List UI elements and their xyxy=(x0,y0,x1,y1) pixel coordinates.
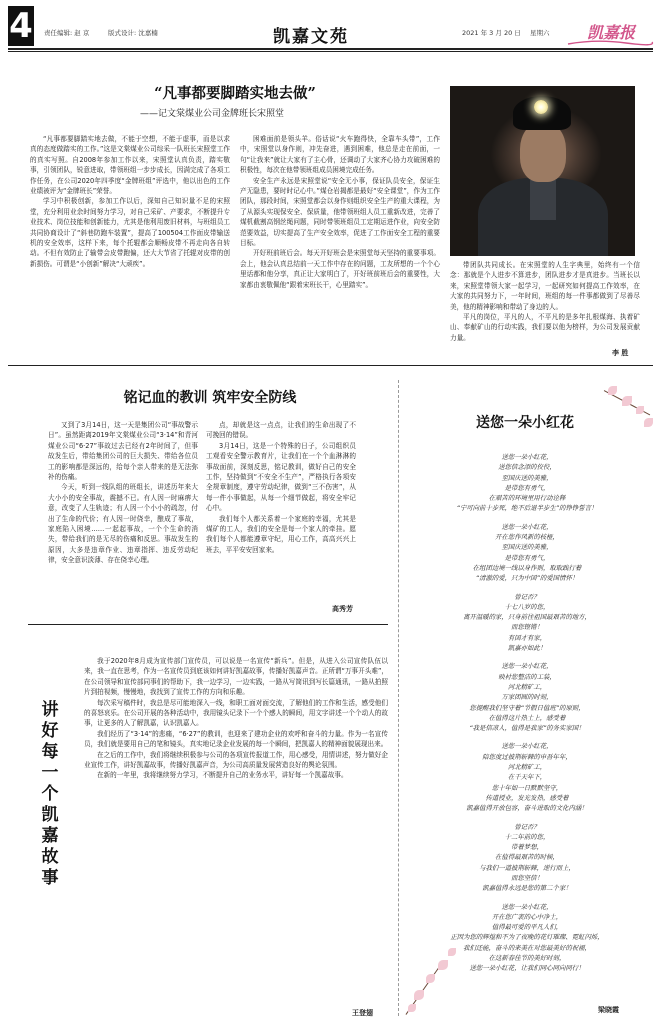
article2-paragraph: 3月14日，这是一个特殊的日子，公司组织员工观看安全警示教育片，让我们在一个个血淋淋的事故面前，深刻反思，铭记教训，做好自己的安全工作，坚持做到“不安全不生产”，严格执行各项安全规章制度，遵守劳动纪律，做到“三不伤害”，从每一件小事做起，从每一个细节做起，将安全牢记心中。 xyxy=(206,441,356,513)
poem-line: 曾记否？ xyxy=(514,592,540,601)
poem-line: 陪您度过披荆斩棘的申吾年年， xyxy=(482,752,572,761)
article1-paragraph: 困难面前是领头羊。俗话说“火车跑得快，全靠车头带”，工作中，宋照堂以身作则，冲先奋进，遇到困难，他总是走在前面，一句“让我来”就让大家有了主心骨，还调动了大家齐心协力攻破困难的积极性，每次在他带领班组成员困境完成任务。 xyxy=(240,135,440,175)
poem-line: 是带您有勇气， xyxy=(504,483,550,492)
poem-line: 您十年如一日默默坚守， xyxy=(491,783,563,792)
poem-line: 河北精矿工， xyxy=(507,763,547,772)
poem-line: 送您信念添的佼佼， xyxy=(498,463,556,472)
poem-line: 送您一朵小红花， xyxy=(501,742,553,751)
poem-line: 送您一朵小红花， xyxy=(501,453,553,461)
poem-line: “清澈的爱，只为中国”的爱国情怀！ xyxy=(475,574,579,583)
poem-line: 而您铿锵！ xyxy=(511,623,543,632)
article2-paragraph: 我们每个人都关系着一个家庭的幸福，尤其是煤矿的工人，我们的安全是每一个家人的牵挂。愿我们每个人都能遵章守纪，用心工作，高高兴兴上班去，平平安安回家来。 xyxy=(206,514,356,554)
poem-line: 河北精矿工， xyxy=(507,682,547,691)
poem-line: 映衬您整洁的工装， xyxy=(498,672,556,681)
poem-line: 凯嘉亦如此！ xyxy=(507,644,547,653)
logo-swash-icon xyxy=(566,40,654,46)
poem-stanza xyxy=(414,452,640,514)
poem-line: 凯嘉值得开放包容，奋斗进取的文化内涵！ xyxy=(466,804,588,813)
poem-line: 值得最可爱的平凡人们， xyxy=(491,923,563,932)
poem-line: 十七八岁的您， xyxy=(504,602,550,611)
poem-line: 在这新春佳节的美好时刻， xyxy=(488,954,566,963)
article1-author: 李 胜 xyxy=(612,349,629,357)
article2-paragraph: 今天，听到一线队组的班组长，讲述历年来大大小小的安全事故，震撼不已。有人因一时麻痹大意，改变了人生轨迹；有人因一个小小的疏忽，付出了生命的代价；有人因一时侥幸，酿成了事故，家庭陷入困境……一起起事故，一个个生命的消失，带给我们的是无尽的伤痛和反思。事故发生的原因，大多是违章作业、违章指挥、违反劳动纪律，安全意识淡薄、存在侥幸心理。 xyxy=(48,483,198,565)
poem-line: “我是信凉人，值得是我家”的务实家国！ xyxy=(469,724,585,733)
poem-line: 在组团边境一线以身作则，取取践行着 xyxy=(472,563,582,572)
poem-line: 至国庆送的美雅， xyxy=(501,543,553,552)
article3-title: 讲好每一个凯嘉故事 xyxy=(41,700,59,888)
article3-paragraph: 在新的一年里，我将继续努力学习，不断提升自己的业务水平，讲好每一个凯嘉故事。 xyxy=(97,771,348,780)
poem-line: 送您一朵小红花， xyxy=(501,662,553,671)
poem-line: 带着梦想， xyxy=(511,843,543,852)
poem-line: 送您一朵小红花， xyxy=(501,902,553,911)
article2-column-1 xyxy=(48,420,198,590)
poem-stanza xyxy=(414,661,640,733)
article1-subhead: ——记文棠煤业公司金牌班长宋照堂 xyxy=(140,109,285,119)
section-title: 凯嘉文苑 xyxy=(273,27,349,47)
poem-line: 万家团圆的时刻， xyxy=(501,693,553,702)
editor-credit: 责任编辑: 赵 京 xyxy=(44,29,90,37)
poem-line: 传道授业，发光发热，感受着 xyxy=(485,793,569,802)
poem-stanza xyxy=(414,822,640,894)
poem-line: 至国庆送的美雅， xyxy=(501,473,553,482)
poem-line: 在值得这片热土上，感受着 xyxy=(488,713,566,722)
poem-stanza xyxy=(414,741,640,813)
article3-vertical-title xyxy=(30,700,70,889)
issue-weekday: 星期六 xyxy=(530,29,550,37)
poem-line: 与我们一道披荆斩棘，逆行而上， xyxy=(479,863,575,872)
article2-paragraph: 又到了3月14日，这一天是集团公司“事故警示日”。虽然距离2019年文棠煤业公司“3·14”和青河煤业公司“6·27”事故过去已经有2年时间了，但事故发生后，带给集团公司的巨大损失、带给各位员工的影响都是深远的，给每个亲人带来的是无法弥补的伤痛。 xyxy=(48,421,198,482)
poem-line: 十二年前的您， xyxy=(504,832,550,841)
page-number: 4 xyxy=(9,6,33,46)
article1-paragraph: 开好班前班后会。每天开好班会是宋照堂每天坚持的重要事项。会上，他会认真总结前一天工作中存在的问题，工友所想的一个个心里话都和他分享，真正让大家明白了，开好班前班后会的重要性，大家都由衷敬佩他“跟着宋班长干，心里踏实”。 xyxy=(240,249,440,289)
poem-line: 我们还能，奋斗的来美在对您最美好的祝福， xyxy=(463,943,591,952)
poem-line: 在艰苦的环境里用行动诠释 xyxy=(488,494,566,503)
poem-line: 在千天年下， xyxy=(507,773,547,782)
poem-line: 凯嘉值得永远是您的第二个家！ xyxy=(482,884,572,893)
poem-line: 有国才有家， xyxy=(507,633,547,642)
article3-paragraph: 每次采写稿件时，我总是尽可能地深入一线，和职工面对面交流，了解他们的工作和生活，感受他们的喜怒哀乐。在公司开展的各种活动中，我用镜头记录下一个个感人的瞬间，用文字讲述一个个动人的故事，让更多的人了解凯嘉，认识凯嘉人。 xyxy=(84,698,388,728)
article3-body xyxy=(84,656,388,1002)
poem-line: 离开温暖的家，只身前往祖国最艰苦的地方， xyxy=(463,613,591,622)
poem-stanza xyxy=(414,592,640,654)
article3-paragraph: 在之后的工作中，我们将继续积极参与公司的各项宣传报道工作，用心感受，用情讲述，努力做好企业宣传工作，讲好凯嘉故事，传播好凯嘉声音，为公司高质量发展营造良好的舆论氛围。 xyxy=(84,750,388,770)
article3-paragraph: 我于2020年8月成为宣传部门宣传员，可以说是一名宣传“新兵”。但是，从进入公司宣传队伍以来，我一直在思考，作为一名宣传员到底该如何讲好凯嘉故事，传播好凯嘉声音。正所谓“万事开头难”，在公司领导和宣传部同事们的帮助下，我一边学习，一边实践，一路从写简讯到写长篇通讯，一路从拍照片到拍视频，慢慢地，我找到了宣传工作的方向和乐趣。 xyxy=(84,657,388,697)
poem-line: “宁可向前十步死，绝不后退半步生”的铮铮誓言！ xyxy=(456,504,598,513)
miner-portrait-photo xyxy=(450,86,635,256)
poem-line: 开在您广袤的心中净土， xyxy=(491,912,563,921)
issue-date: 2021 年 3 月 20 日 xyxy=(462,29,521,37)
poem-line: 开在您作风新的枝桠， xyxy=(495,533,559,542)
poem-line: 送您一朵小红花，让我们同心同向同行！ xyxy=(469,964,585,973)
article1-paragraph: “凡事都要脚踏实地去做，不能于空想，不能于虚事，而是以求真的态度做踏实的工作。”这是文棠煤业公司综采一队班长宋照堂工作的真实写照。自2008年参加工作以来，宋照堂认真负责，踏实敬事，引领团队，锐意进取，带领班组一步步成长，因满完成了各项工作任务，在公司2020年四季度“金牌班组”评选中，他以出色的工作业绩被评为“金牌班长”荣誉。 xyxy=(30,135,230,196)
masthead-rule-thin xyxy=(8,51,653,52)
poem-line: 在值得最艰苦的时候， xyxy=(495,853,559,862)
poem-line: 而您坚信！ xyxy=(511,873,543,882)
article2-column-2 xyxy=(206,420,356,590)
article1-column-2 xyxy=(240,134,440,348)
article-divider xyxy=(28,624,388,625)
newspaper-logo: 凯嘉报 xyxy=(586,23,635,42)
poem-stanza xyxy=(414,902,640,974)
article1-paragraph: 安全生产永远是宋照堂说“安全无小事，保证队员安全，保证生产无隐患，要时时记心中。”煤仓岩揭都是最好“安全课堂”，作为工作团队，那段时间，宋照堂都会以身作则组织安全生产的重大课程，为了从源头实现保安全、保质量，他带领班组人员工重新改进，完善了煤机截割高钢丝绳问题，同时带领班组员工定期运进作业，向安全防范要效益，切实提高了生产安全效率，促进了工作面安全工程的重要目标。 xyxy=(240,176,440,248)
poem-line: 您提醒我们坚守着“节假日值班”的原则， xyxy=(469,703,585,712)
article1-headline: “凡事都要脚踏实地去做” xyxy=(154,85,316,102)
poem-body xyxy=(414,452,640,974)
poem-title: 送您一朵小红花 xyxy=(476,415,574,431)
poem-line: 曾记否？ xyxy=(514,822,540,831)
article1-column-1 xyxy=(30,134,230,348)
poem-stanza xyxy=(414,522,640,584)
masthead-rule xyxy=(8,48,653,50)
designer-credit: 版式设计: 沈嘉楠 xyxy=(108,29,158,37)
article2-headline: 铭记血的教训 筑牢安全防线 xyxy=(123,390,297,406)
poem-line: 正因为您的辉煌和不为了夜晚的花灯璀璨、霓虹闪烁， xyxy=(450,933,604,942)
article2-paragraph: 点，却就是这一点点，让我们的生命出现了不可挽回的错误。 xyxy=(206,421,356,440)
article3-paragraph: 我们经历了“3·14”的悲痛，“6·27”的教训，也迎来了建功企业的欢呼和奋斗的力量。作为一名宣传员，我们就是要用自己的笔和镜头，真实地记录企业发展的每一个瞬间，把凯嘉人的精神面貌展现出来。 xyxy=(84,729,388,749)
article1-paragraph: 学习中积极创新，参加工作以后，深知自己知识量不足的宋照堂，充分利用业余时间努力学习，对自己采矿、产要求，不断提升专业技术、岗位技能和创新能力，尤其是他利用废旧材料，与班组员工共同协商设计了“斜巷防跑车装置”，提高了100504工作面皮带输送机的安全效率，这样下来，每个托辊都会顺畅皮带不再走向各自转动。不但有效防止了输带会皮带跑偏，还大大节省了托辊对皮带的创新损伤。可谓是“小创新”解决“大顽疾”。 xyxy=(30,197,230,268)
article2-author: 高秀芳 xyxy=(332,605,353,613)
section-divider xyxy=(8,365,653,366)
helmet-lamp-icon xyxy=(534,100,548,114)
poem-line: 是带您有勇气， xyxy=(504,553,550,562)
article3-author: 王登翅 xyxy=(352,1009,373,1017)
article1-paragraph: 带团队共同成长。在宋照堂的人生字典里，始终有一个信念：那就是个人进步不算进步，团队进步才是真进步。当班长以来，宋照堂带领大家一起学习，一起研究如何提高工作效率，在大家的共同努力下，一年时间，班组的每一件事都做到了尽善尽美，他的精神影响和带动了身边的人。 xyxy=(450,261,640,311)
article1-paragraph: 平凡的岗位，平凡的人，不平凡的是多年扎根煤海、执着矿山、奉献矿山的行动实践，我们要以他为榜样，为公司发展贡献力量。 xyxy=(450,313,640,342)
article1-column-3 xyxy=(450,260,640,346)
poem-author: 梁晓霞 xyxy=(598,1006,619,1014)
poem-line: 送您一朵小红花， xyxy=(501,522,553,531)
